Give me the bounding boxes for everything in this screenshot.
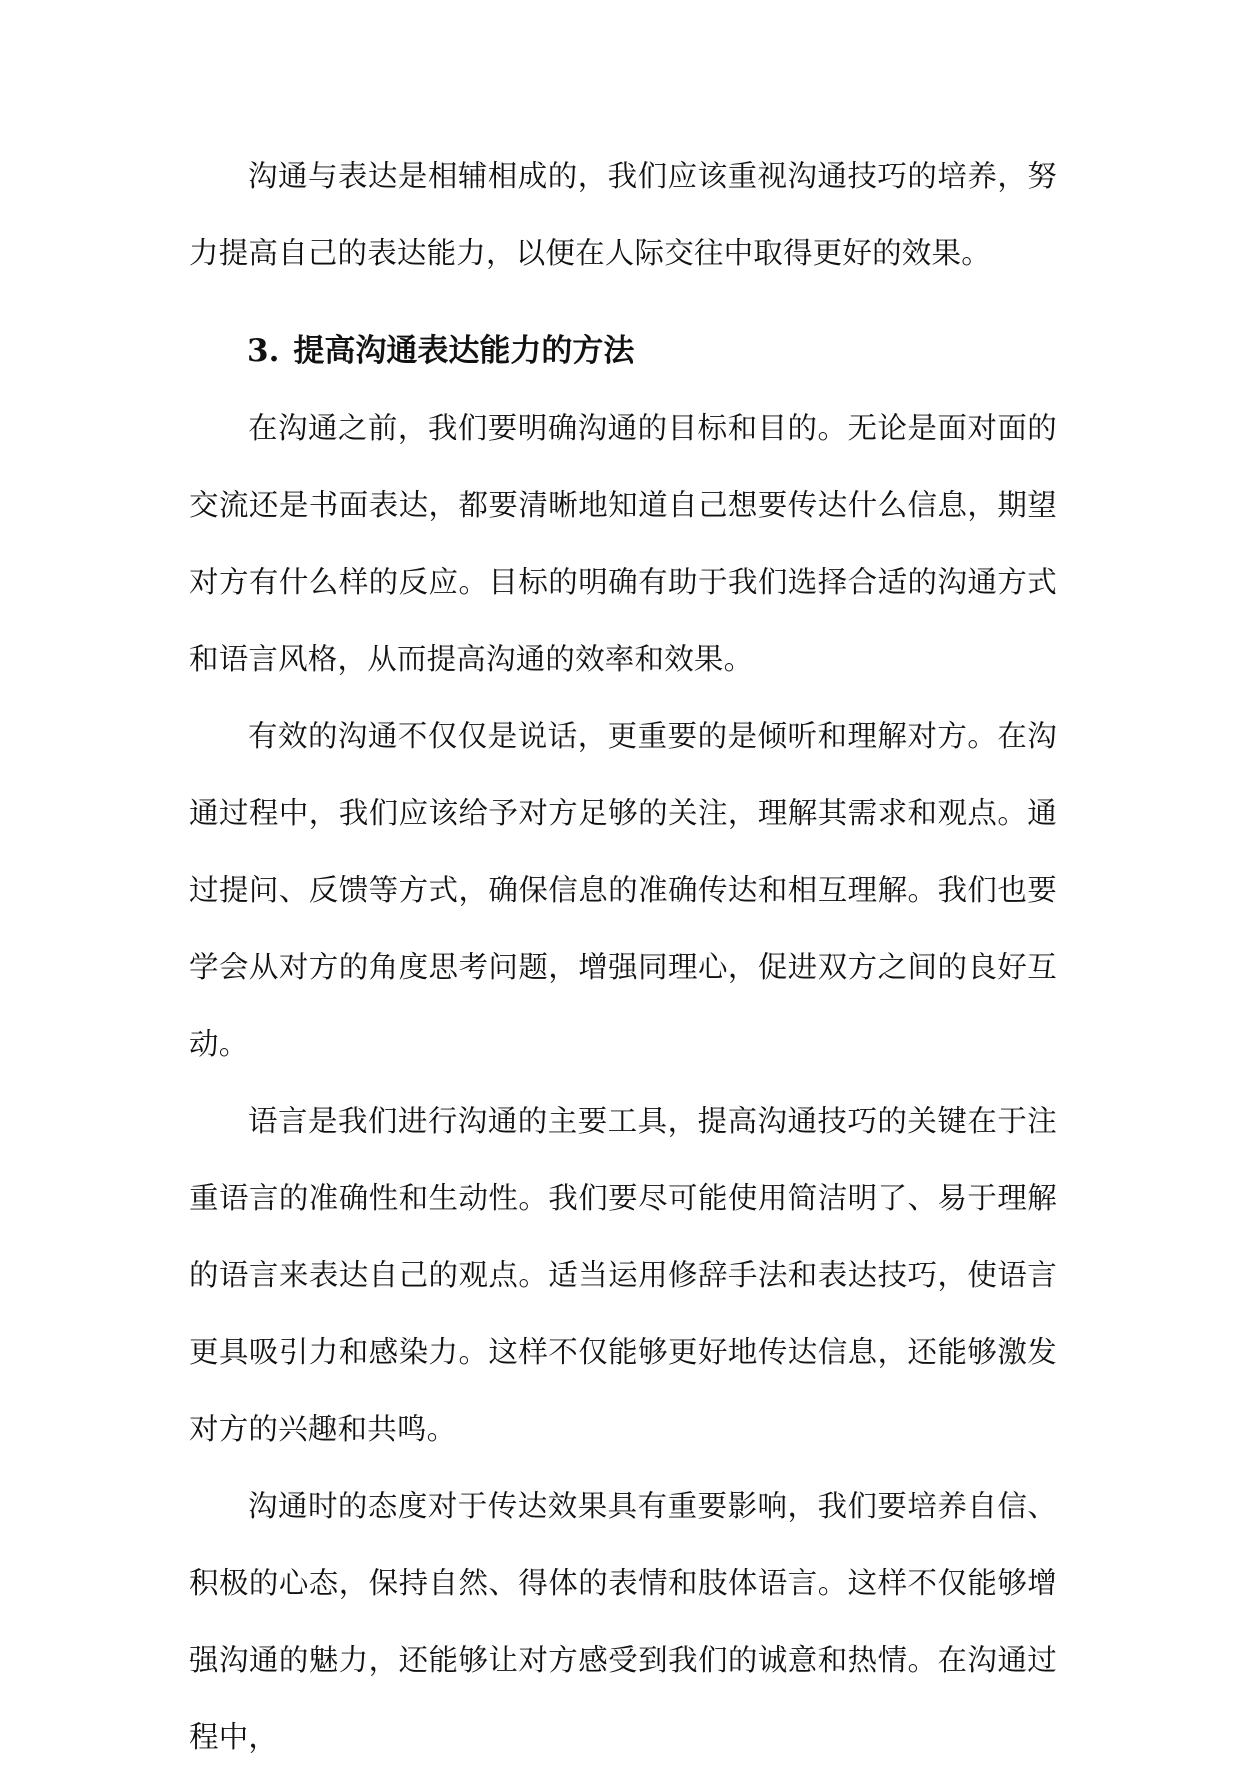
paragraph-goals: 在沟通之前，我们要明确沟通的目标和目的。无论是面对面的交流还是书面表达，都要清晰地知道自己想要传达什么信息，期望对方有什么样的反应。目标的明确有助于我们选择合适的沟通方式和语言风格，从而提高沟通的效率和效果。 <box>189 411 1057 676</box>
paragraph-attitude: 沟通时的态度对于传达效果具有重要影响，我们要培养自信、积极的心态，保持自然、得体的表情和肢体语言。这样不仅能够增强沟通的魅力，还能够让对方感受到我们的诚意和热情。在沟通过程中， <box>189 1489 1057 1754</box>
intro-paragraph: 沟通与表达是相辅相成的，我们应该重视沟通技巧的培养，努力提高自己的表达能力，以便在人际交往中取得更好的效果。 <box>189 159 1057 270</box>
document-body <box>189 138 1057 1776</box>
paragraph-language: 语言是我们进行沟通的主要工具，提高沟通技巧的关键在于注重语言的准确性和生动性。我们要尽可能使用简洁明了、易于理解的语言来表达自己的观点。适当运用修辞手法和表达技巧，使语言更具吸引力和感染力。这样不仅能够更好地传达信息，还能够激发对方的兴趣和共鸣。 <box>189 1104 1057 1446</box>
section-number: 3. <box>247 333 280 369</box>
section-title: 提高沟通表达能力的方法 <box>293 333 635 369</box>
section-heading <box>189 313 1057 390</box>
paragraph-listening: 有效的沟通不仅仅是说话，更重要的是倾听和理解对方。在沟通过程中，我们应该给予对方足够的关注，理解其需求和观点。通过提问、反馈等方式，确保信息的准确传达和相互理解。我们也要学会从对方的角度思考问题，增强同理心，促进双方之间的良好互动。 <box>189 719 1057 1061</box>
